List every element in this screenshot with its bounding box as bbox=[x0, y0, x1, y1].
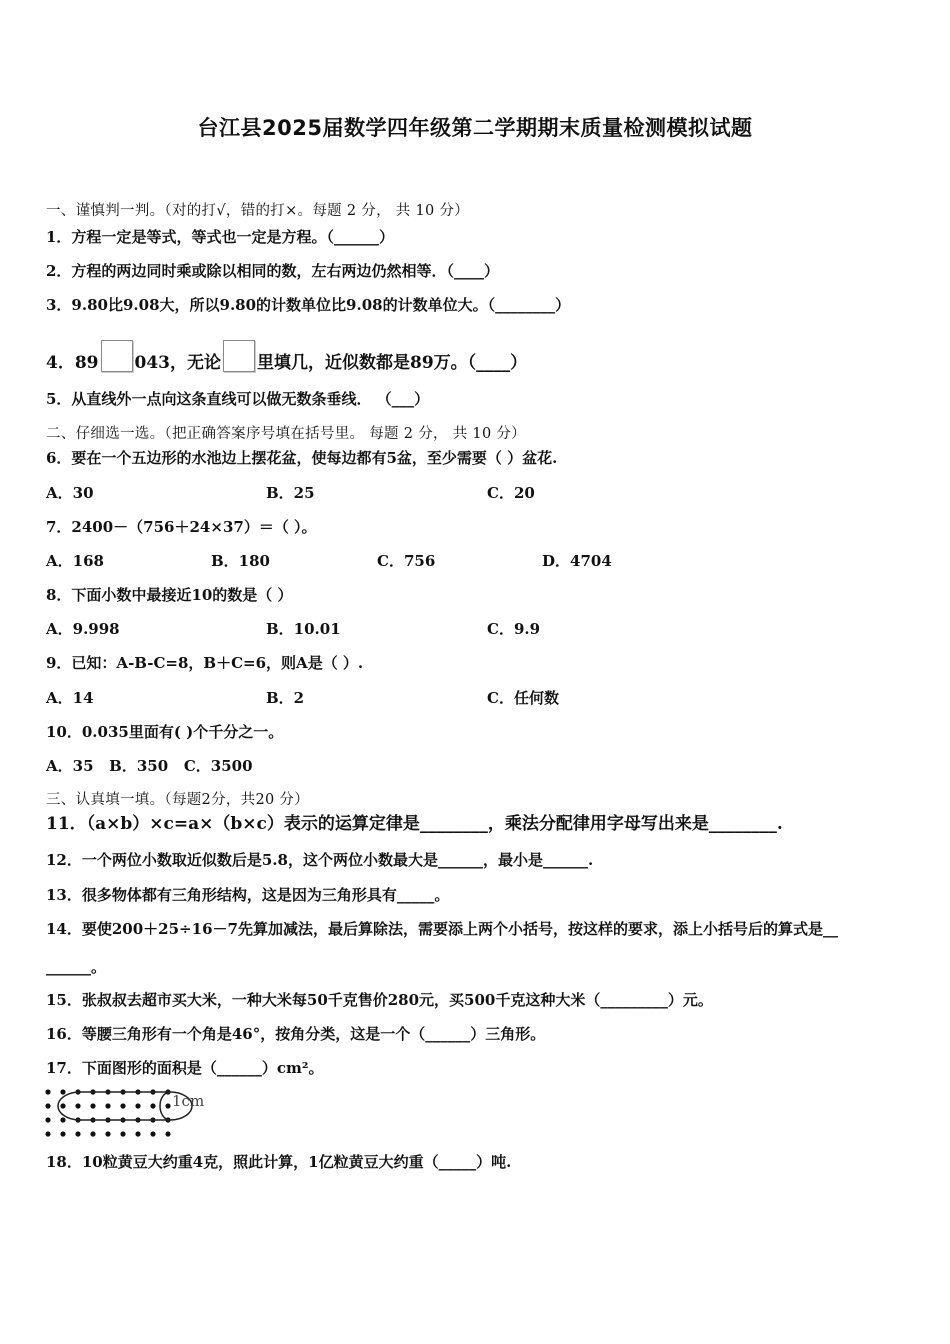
question-14: 14．要使200＋25÷16－7先算加减法，最后算除法，需要添上两个小括号，按这样的要求，添上小括号后的算式是__ bbox=[46, 920, 838, 938]
section-2-header: 二、仔细选一选。（把正确答案序号填在括号里。 每题 2 分， 共 10 分） bbox=[46, 426, 526, 442]
grid-dot bbox=[90, 1103, 95, 1108]
question-8: 8．下面小数中最接近10的数是（ ） bbox=[46, 586, 293, 604]
question-7: 7．2400－（756＋24×37）＝（ ）。 bbox=[46, 518, 317, 536]
grid-dot bbox=[75, 1103, 80, 1108]
q6-option-c: C．20 bbox=[487, 484, 535, 502]
grid-dot bbox=[45, 1089, 50, 1094]
q6-option-a: A．30 bbox=[46, 484, 94, 502]
question-13: 13．很多物体都有三角形结构，这是因为三角形具有_____。 bbox=[46, 886, 450, 904]
grid-dot bbox=[150, 1131, 155, 1136]
section-1-header: 一、谨慎判一判。（对的打√，错的打×。每题 2 分， 共 10 分） bbox=[46, 203, 470, 219]
question-4-part-a: 4．89 bbox=[46, 353, 99, 373]
grid-dot bbox=[45, 1117, 50, 1122]
grid-dot bbox=[90, 1131, 95, 1136]
grid-dot bbox=[105, 1103, 110, 1108]
grid-dot bbox=[135, 1131, 140, 1136]
question-3: 3．9.80比9.08大，所以9.80的计数单位比9.08的计数单位大。（________） bbox=[46, 296, 571, 314]
blank-box[interactable] bbox=[223, 340, 255, 372]
question-4-part-b: 043，无论 bbox=[134, 353, 221, 373]
question-2: 2．方程的两边同时乘或除以相同的数，左右两边仍然相等．（____） bbox=[46, 262, 499, 280]
q9-option-a: A．14 bbox=[46, 689, 94, 707]
q7-option-a: A．168 bbox=[46, 552, 104, 570]
q8-option-c: C．9.9 bbox=[487, 620, 541, 638]
grid-dot bbox=[105, 1131, 110, 1136]
question-14-continued: ______。 bbox=[46, 958, 107, 976]
question-12: 12．一个两位小数取近似数后是5.8，这个两位小数最大是______，最小是______. bbox=[46, 851, 594, 869]
q9-option-c: C．任何数 bbox=[487, 689, 559, 707]
grid-dot bbox=[165, 1103, 170, 1108]
grid-dot bbox=[60, 1089, 65, 1094]
question-4-part-c: 里填几，近似数都是89万。（____） bbox=[257, 353, 528, 373]
grid-dot bbox=[135, 1103, 140, 1108]
grid-dot bbox=[45, 1103, 50, 1108]
grid-dot bbox=[75, 1131, 80, 1136]
question-10: 10．0.035里面有( )个千分之一。 bbox=[46, 723, 284, 741]
q9-option-b: B．2 bbox=[266, 689, 305, 707]
unit-label: 1cm bbox=[172, 1092, 205, 1110]
grid-dot bbox=[120, 1131, 125, 1136]
question-6: 6．要在一个五边形的水池边上摆花盆，使每边都有5盆，至少需要（ ）盆花. bbox=[46, 449, 558, 467]
question-15: 15．张叔叔去超市买大米，一种大米每50千克售价280元，买500千克这种大米（_________）元。 bbox=[46, 991, 713, 1009]
grid-dot bbox=[60, 1131, 65, 1136]
dot-grid-figure bbox=[40, 1086, 230, 1142]
q6-option-b: B．25 bbox=[266, 484, 315, 502]
grid-dot bbox=[60, 1103, 65, 1108]
grid-dot bbox=[60, 1117, 65, 1122]
q7-option-d: D．4704 bbox=[542, 552, 612, 570]
page-title: 台江县2025届数学四年级第二学期期末质量检测模拟试题 bbox=[197, 116, 753, 140]
q7-option-c: C．756 bbox=[377, 552, 436, 570]
question-17: 17．下面图形的面积是（______）cm²。 bbox=[46, 1059, 324, 1077]
question-18: 18．10粒黄豆大约重4克，照此计算，1亿粒黄豆大约重（_____）吨. bbox=[46, 1153, 512, 1171]
question-4 bbox=[46, 340, 527, 373]
q10-options: A．35 B．350 C．3500 bbox=[46, 757, 253, 775]
section-3-header: 三、认真填一填。（每题2分，共20 分） bbox=[46, 792, 310, 808]
q8-option-a: A．9.998 bbox=[46, 620, 120, 638]
grid-dot bbox=[150, 1103, 155, 1108]
question-16: 16．等腰三角形有一个角是46°，按角分类，这是一个（______）三角形。 bbox=[46, 1025, 546, 1043]
question-9: 9．已知：A-B-C=8，B＋C=6，则A是（ ）. bbox=[46, 654, 364, 672]
question-5: 5．从直线外一点向这条直线可以做无数条垂线． （___） bbox=[46, 390, 430, 408]
grid-dot bbox=[45, 1131, 50, 1136]
question-11: 11．（a×b）×c=a×（b×c）表示的运算定律是________，乘法分配律用字母写出来是________. bbox=[46, 814, 783, 834]
q8-option-b: B．10.01 bbox=[266, 620, 341, 638]
grid-dot bbox=[165, 1131, 170, 1136]
grid-dot bbox=[120, 1103, 125, 1108]
q7-option-b: B．180 bbox=[211, 552, 270, 570]
question-1: 1．方程一定是等式，等式也一定是方程。（______） bbox=[46, 228, 394, 246]
blank-box[interactable] bbox=[101, 340, 133, 372]
